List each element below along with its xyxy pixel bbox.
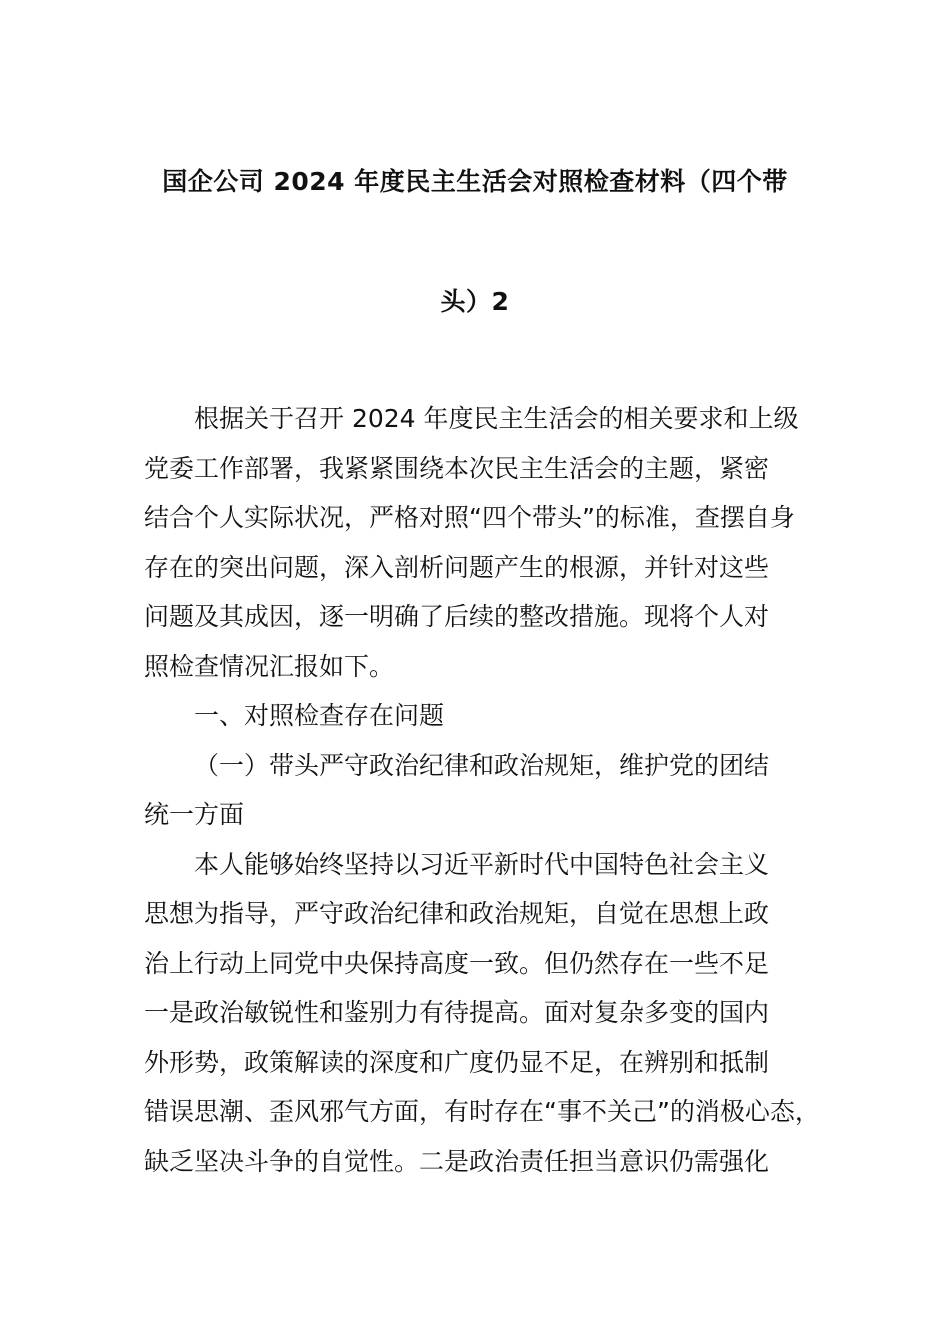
document-title-line-2: 头）2 <box>440 287 510 316</box>
body-line: 存在的突出问题，深入剖析问题产生的根源，并针对这些 <box>144 553 770 582</box>
document-title-line-1: 国企公司 2024 年度民主生活会对照检查材料（四个带 <box>162 167 788 196</box>
body-line: 一是政治敏锐性和鉴别力有待提高。面对复杂多变的国内 <box>144 998 770 1027</box>
body-line: 问题及其成因，逐一明确了后续的整改措施。现将个人对 <box>144 602 770 631</box>
body-line: 根据关于召开 2024 年度民主生活会的相关要求和上级 <box>194 404 799 433</box>
body-line: 外形势，政策解读的深度和广度仍显不足，在辨别和抵制 <box>144 1048 770 1077</box>
body-line: 错误思潮、歪风邪气方面，有时存在“事不关己”的消极心态， <box>144 1097 820 1126</box>
body-line: 一、对照检查存在问题 <box>194 701 445 730</box>
body-line: 本人能够始终坚持以习近平新时代中国特色社会主义 <box>194 850 770 879</box>
body-line: 缺乏坚决斗争的自觉性。二是政治责任担当意识仍需强化 <box>144 1147 770 1176</box>
body-line: 照检查情况汇报如下。 <box>144 652 395 681</box>
body-line: 治上行动上同党中央保持高度一致。但仍然存在一些不足 <box>144 949 770 978</box>
body-line: 思想为指导，严守政治纪律和政治规矩，自觉在思想上政 <box>144 899 770 928</box>
body-line: 党委工作部署，我紧紧围绕本次民主生活会的主题，紧密 <box>144 454 770 483</box>
body-line: 结合个人实际状况，严格对照“四个带头”的标准，查摆自身 <box>144 503 795 532</box>
body-line: 统一方面 <box>144 800 245 829</box>
body-line: （一）带头严守政治纪律和政治规矩，维护党的团结 <box>194 751 770 780</box>
